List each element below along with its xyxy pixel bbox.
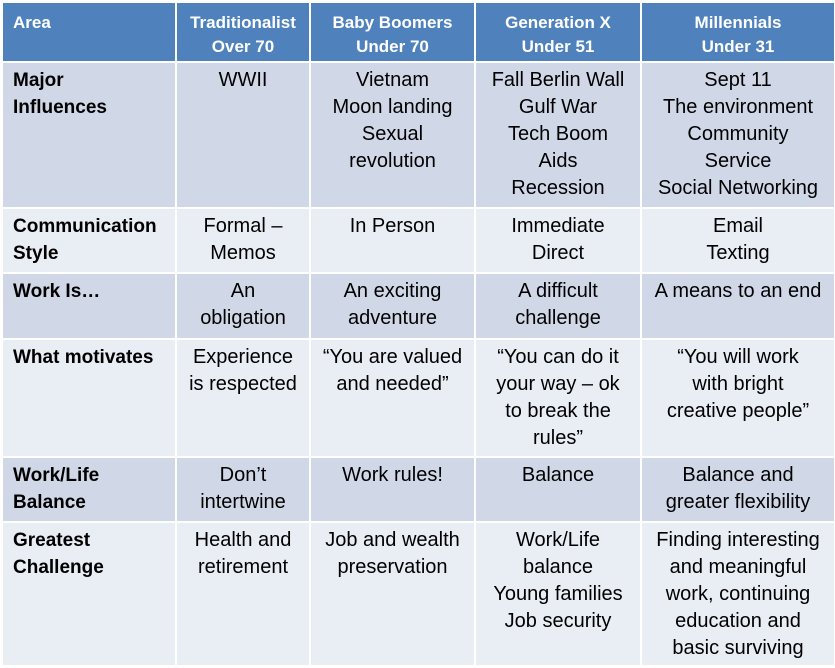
header-title: Traditionalist: [190, 13, 296, 32]
table-cell: [475, 522, 641, 667]
row-label: [2, 457, 176, 521]
cell-line: Job and wealth: [325, 528, 460, 551]
cell-line: An exciting: [343, 279, 442, 302]
header-row: [2, 2, 835, 62]
cell-line: Aids: [538, 150, 578, 172]
row-label-line: Major: [13, 70, 64, 91]
table-row-work-life-balance: [2, 457, 835, 521]
table-cell: [641, 339, 835, 457]
table-cell: [475, 339, 641, 457]
table-cell: [475, 62, 641, 208]
table-cell: [176, 522, 310, 667]
cell-line: Social Networking: [657, 177, 819, 199]
table-cell: [310, 208, 475, 272]
cell-line: greater flexibility: [665, 491, 811, 514]
cell-line: Balance and: [682, 464, 794, 487]
cell-line: balance: [522, 555, 594, 578]
cell-line: Memos: [210, 242, 276, 265]
cell-line: Gulf War: [518, 96, 598, 118]
row-label-line: Balance: [13, 492, 86, 514]
row-label-line: Style: [13, 243, 59, 265]
cell-line: A means to an end: [654, 279, 822, 302]
cell-line: “You are valued: [322, 345, 463, 368]
cell-line: Recession: [511, 177, 605, 199]
cell-line: Tech Boom: [507, 123, 609, 145]
cell-line: Finding interesting: [656, 528, 820, 551]
cell-line: revolution: [349, 150, 436, 172]
table-row-communication-style: [2, 208, 835, 272]
cell-line: work, continuing: [665, 582, 811, 605]
header-area: [2, 2, 176, 62]
table-row-greatest-challenge: [2, 522, 835, 667]
table-cell: [176, 339, 310, 457]
row-label: [2, 522, 176, 667]
row-label: [2, 62, 176, 208]
cell-line: Vietnam: [355, 69, 429, 91]
row-label-line: Challenge: [13, 556, 104, 578]
cell-line: “You can do it: [497, 345, 619, 368]
cell-line: challenge: [515, 306, 601, 329]
cell-line: retirement: [197, 555, 289, 578]
row-label-line: What motivates: [13, 346, 154, 368]
cell-line: WWII: [218, 69, 268, 91]
header-area-label: Area: [13, 13, 51, 32]
cell-line: Moon landing: [332, 96, 453, 118]
cell-line: Community: [687, 123, 789, 145]
header-title: Baby Boomers: [332, 13, 453, 32]
table-row-work-is: [2, 273, 835, 339]
cell-line: Balance: [521, 464, 595, 487]
cell-line: Formal –: [203, 215, 283, 238]
cell-line: “You will work: [677, 345, 799, 368]
row-label: [2, 273, 176, 339]
table-cell: [176, 273, 310, 339]
cell-line: obligation: [200, 306, 286, 329]
cell-line: Young families: [493, 582, 623, 605]
table-cell: [176, 62, 310, 208]
cell-line: Sept 11: [704, 69, 772, 91]
cell-line: In Person: [349, 215, 436, 238]
cell-line: creative people”: [666, 399, 810, 422]
table-cell: [641, 273, 835, 339]
row-label: [2, 339, 176, 457]
header-generation-x: [475, 2, 641, 62]
header-subtitle: Under 70: [356, 37, 429, 56]
cell-line: education and: [675, 609, 801, 632]
cell-line: is respected: [189, 372, 297, 395]
table-cell: [310, 522, 475, 667]
cell-line: Email: [712, 215, 763, 238]
cell-line: Service: [704, 150, 772, 172]
row-label-line: Greatest: [13, 529, 91, 551]
cell-line: adventure: [348, 306, 437, 329]
table-cell: [310, 273, 475, 339]
table-cell: [641, 62, 835, 208]
header-baby-boomers: [310, 2, 475, 62]
cell-line: Experience: [192, 345, 294, 368]
cell-line: to break the: [505, 399, 611, 422]
cell-line: rules”: [532, 426, 583, 449]
cell-line: Job security: [504, 609, 612, 632]
cell-line: and meaningful: [669, 555, 807, 578]
table-cell: [310, 457, 475, 521]
header-subtitle: Under 51: [521, 37, 595, 56]
table-cell: [176, 208, 310, 272]
cell-line: Health and: [194, 528, 292, 551]
cell-line: and needed”: [336, 372, 449, 395]
table-cell: [641, 522, 835, 667]
row-label-line: Work Is…: [13, 280, 101, 302]
table-cell: [475, 208, 641, 272]
row-label-line: Influences: [13, 97, 107, 118]
table-row-major-influences: [2, 62, 835, 208]
cell-line: An: [230, 279, 256, 302]
table-cell: [641, 208, 835, 272]
cell-line: Immediate: [511, 215, 605, 238]
header-title: Generation X: [505, 13, 611, 32]
table-cell: [641, 457, 835, 521]
header-subtitle: Over 70: [211, 37, 275, 56]
cell-line: A difficult: [518, 279, 598, 302]
table-row-what-motivates: [2, 339, 835, 457]
table-cell: [310, 339, 475, 457]
cell-line: with bright: [692, 372, 784, 395]
cell-line: Texting: [706, 242, 770, 265]
row-label-line: Work/Life: [13, 465, 100, 487]
header-millennials: [641, 2, 835, 62]
header-subtitle: Under 31: [701, 37, 775, 56]
table-cell: [475, 457, 641, 521]
row-label-line: Communication: [13, 216, 157, 238]
cell-line: preservation: [337, 555, 448, 578]
cell-line: basic surviving: [672, 636, 804, 659]
cell-line: intertwine: [200, 491, 286, 514]
cell-line: Sexual: [361, 123, 424, 145]
cell-line: Don’t: [219, 464, 267, 487]
header-traditionalist: [176, 2, 310, 62]
cell-line: your way – ok: [496, 372, 620, 395]
cell-line: Fall Berlin Wall: [491, 69, 625, 91]
table-cell: [176, 457, 310, 521]
cell-line: The environment: [662, 96, 814, 118]
table-cell: [475, 273, 641, 339]
header-title: Millennials: [694, 13, 782, 32]
generations-table: [1, 1, 835, 667]
cell-line: Direct: [531, 242, 585, 265]
cell-line: Work rules!: [342, 464, 443, 487]
cell-line: Work/Life: [515, 528, 601, 551]
row-label: [2, 208, 176, 272]
table-cell: [310, 62, 475, 208]
